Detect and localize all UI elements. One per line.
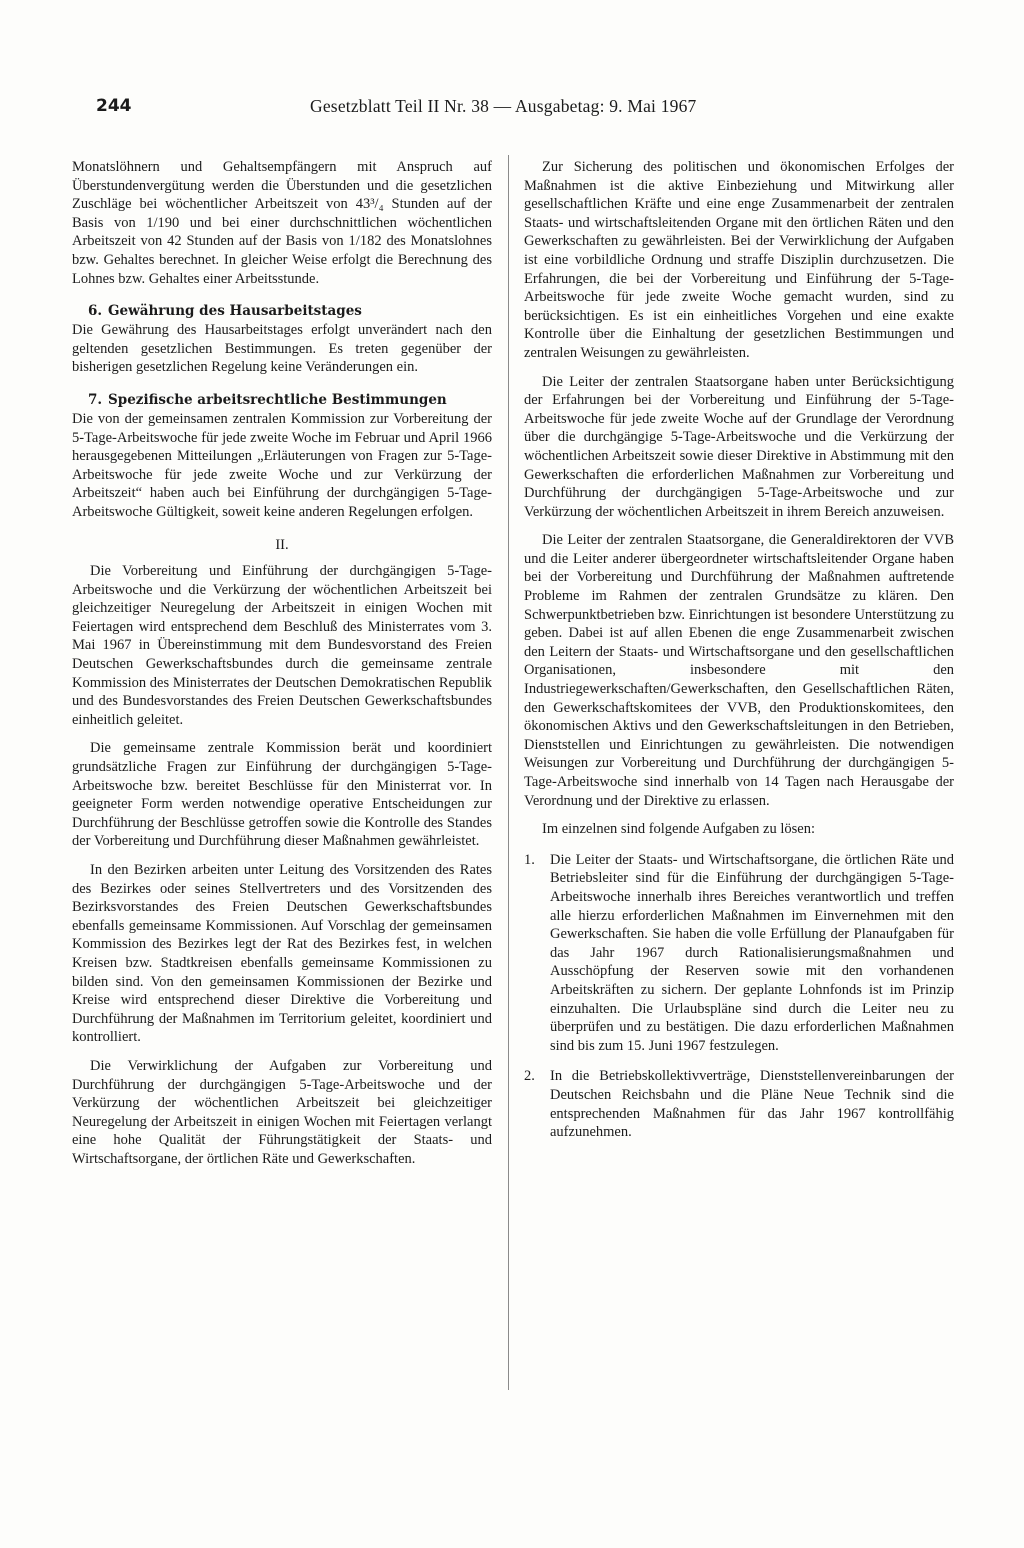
list-item-number: 1. bbox=[524, 851, 535, 868]
continued-paragraph: Monatslöhnern und Gehaltsempfängern mit Anspruch auf Überstundenvergütung werden die Überstunden und die gesetzlichen Zuschläge bei wöchentlicher Arbeitszeit von 43³/₄ Stunden auf der Basis von 1/190 und bei einer durchschnittlichen wöchentlichen Arbeitszeit von 42 Stunden auf der Basis von 1/182 des Monatslohnes bzw. Gehaltes berechnet. In gleicher Weise erfolgt die Berechnung des Lohnes bzw. Gehaltes einer Arbeitsstunde. bbox=[72, 159, 492, 287]
list-item bbox=[524, 1067, 954, 1141]
paragraph: Die Vorbereitung und Einführung der durchgängigen 5-Tage-Arbeitswoche und die Verkürzung der wöchentlichen Arbeitszeit bei gleichzeitiger Neuregelung der Arbeitszeit in einigen Wochen mit Feiertagen wird entsprechend dem Beschluß des Ministerrates vom 3. Mai 1967 in Übereinstimmung mit dem Bundesvorstand des Freien Deutschen Gewerkschaftsbundes durch die gemeinsame zentrale Kommission des Ministerrates der Deutschen Demokratischen Republik und des Bundesvorstandes des Freien Deutschen Gewerkschaftsbundes einheitlich geleitet. bbox=[72, 563, 492, 728]
part-heading-ii: II. bbox=[275, 536, 289, 553]
list-item bbox=[524, 851, 954, 1056]
section-6 bbox=[72, 302, 492, 377]
page-header bbox=[96, 96, 736, 126]
page-number: 244 bbox=[96, 96, 132, 116]
section-7-text: Die von der gemeinsamen zentralen Kommission zur Vorbereitung der 5-Tage-Arbeitswoche für jede zweite Woche im Februar und April 1966 herausgegebenen Mitteilungen „Erläuterungen von Fragen zur 5-Tage-Arbeitswoche für jede zweite Woche und zur Verkürzung der Arbeitszeit“ haben auch bei Einführung der durchgängigen 5-Tage-Arbeitswoche Gültigkeit, soweit keine anderen Regelungen erfolgen. bbox=[72, 410, 492, 520]
list-item-number: 2. bbox=[524, 1068, 535, 1085]
paragraph: In den Bezirken arbeiten unter Leitung des Vorsitzenden des Rates des Bezirkes oder seines Stellvertreters und des Vorsitzenden des Bezirksvorstandes des Freien Deutschen Gewerkschaftsbundes ebenfalls gemeinsame Kommissionen. Auf Vorschlag der gemeinsamen Kommission des Bezirkes legt der Rat des Bezirkes fest, in welchen Kreisen bzw. Stadtkreisen ebenfalls gemeinsame Kommissionen zu bilden sind. Von den gemeinsamen Kommissionen der Bezirke und Kreise wird entsprechend dieser Direktive die Vorbereitung und Durchführung der Maßnahmen im Territorium geleitet, koordiniert und kontrolliert. bbox=[72, 862, 492, 1046]
list-item-text: In die Betriebskollektivverträge, Dienststellenvereinbarungen der Deutschen Reichsbahn und die Pläne Neue Technik sind die entsprechenden Maßnahmen für das Jahr 1967 kontrollfähig aufzunehmen. bbox=[550, 1068, 954, 1141]
section-7-title: Spezifische arbeitsrechtliche Bestimmungen bbox=[108, 391, 447, 408]
left-column bbox=[72, 158, 492, 1169]
paragraph: Die Leiter der zentralen Staatsorgane, die Generaldirektoren der VVB und die Leiter anderer übergeordneter wirtschaftsleitender Organe haben bei der Vorbereitung und Durchführung der Maßnahmen auftretende Probleme im Rahmen der zentralen Grundsätze zu klären. Den Schwerpunktbetrieben bzw. Einrichtungen ist besondere Unterstützung zu geben. Dabei ist auf allen Ebenen die enge Zusammenarbeit zwischen den Leitern der Staats- und Wirtschaftsorgane und den gesellschaftlichen Organisationen, insbesondere mit den Industriegewerkschaften/Gewerkschaften, den Gesellschaftlichen Räten, den Gewerkschaftskomitees der VVB, den Produktionskomitees, den ökonomischen Aktivs und den Gewerkschaftsleitungen in den Betrieben, Dienststellen und Einrichtungen zu gewährleisten. Die notwendigen Weisungen zur Vorbereitung und Durchführung der durchgängigen 5-Tage-Arbeitswoche sind innerhalb von 14 Tagen nach Herausgabe der Verordnung und der Direktive zu erlassen. bbox=[524, 532, 954, 809]
column-divider bbox=[508, 155, 509, 1390]
paragraph: Im einzelnen sind folgende Aufgaben zu lösen: bbox=[542, 821, 816, 838]
section-6-title: Gewährung des Hausarbeitstages bbox=[108, 303, 362, 320]
section-7-number: 7. bbox=[88, 391, 103, 408]
list-item-text: Die Leiter der Staats- und Wirtschaftsorgane, die örtlichen Räte und Betriebsleiter sind für die Einführung der durchgängigen 5-Tage-Arbeitswoche innerhalb ihres Bereiches verantwortlich und treffen alle hierzu erforderlichen Maßnahmen im Einvernehmen mit den Gewerkschaften. Sie haben die volle Erfüllung der Planaufgaben für das Jahr 1967 durch Rationalisierungsmaßnahmen und Ausschöpfung der Reserven sowie mit den vorhandenen Arbeitskräften zu sichern. Der geplante Lohnfonds ist im Prinzip einzuhalten. Die Urlaubspläne sind durch die Leiter neu zu überprüfen und zu bestätigen. Die dazu erforderlichen Maßnahmen sind bis zum 15. Juni 1967 festzulegen. bbox=[550, 851, 954, 1054]
journal-title: Gesetzblatt Teil II Nr. 38 — Ausgabetag: 9. Mai 1967 bbox=[310, 96, 697, 116]
section-7-heading bbox=[72, 391, 492, 410]
paragraph: Die Verwirklichung der Aufgaben zur Vorbereitung und Durchführung der durchgängigen 5-Tage-Arbeitswoche und der Verkürzung der wöchentlichen Arbeitszeit bei gleichzeitiger Neuregelung der Arbeitszeit in einigen Wochen mit Feiertagen verlangt eine hohe Qualität der Führungstätigkeit der Staats- und Wirtschaftsorgane, der örtlichen Räte und Gewerkschaften. bbox=[72, 1057, 492, 1167]
paragraph: Die gemeinsame zentrale Kommission berät und koordiniert grundsätzliche Fragen zur Einführung der durchgängigen 5-Tage-Arbeitswoche bzw. bereitet Beschlüsse für den Ministerrat vor. In geeigneter Form werden notwendige operative Entscheidungen zur Durchführung der Beschlüsse getroffen sowie die Kontrolle des Standes der Vorbereitung und Durchführung dieser Maßnahmen gewährleistet. bbox=[72, 740, 492, 850]
paragraph: Zur Sicherung des politischen und ökonomischen Erfolges der Maßnahmen ist die aktive Einbeziehung und Mitwirkung aller gesellschaftlichen Kräfte und eine enge Zusammenarbeit der zentralen Staats- und wirtschaftsleitenden Organe mit den örtlichen Räten und den Gewerkschaften zu gewährleisten. Bei der Verwirklichung der Aufgaben ist eine vorbildliche Ordnung und straffe Disziplin durchzusetzen. Die Erfahrungen, die bei der Vorbereitung und Einführung der 5-Tage-Arbeitswoche für jede zweite Woche gemacht wurden, sind zu berücksichtigen. Es ist ein einheitliches Vorgehen und eine exakte Kontrolle über die Einhaltung der gesetzlichen Bestimmungen und zentralen Weisungen zu gewährleisten. bbox=[524, 159, 954, 361]
section-6-number: 6. bbox=[88, 303, 103, 320]
right-column bbox=[524, 158, 954, 1142]
section-6-heading bbox=[72, 302, 492, 321]
section-7 bbox=[72, 391, 492, 522]
paragraph: Die Leiter der zentralen Staatsorgane haben unter Berücksichtigung der Erfahrungen bei der Vorbereitung und Einführung der 5-Tage-Arbeitswoche für jede zweite Woche auf der Grundlage der Verordnung über die durchgängige 5-Tage-Arbeitswoche und die Verkürzung der wöchentlichen Arbeitszeit sowie dieser Direktive in Abstimmung mit den Gewerkschaften die erforderlichen Maßnahmen zur Vorbereitung und Durchführung der durchgängigen 5-Tage-Arbeitswoche und zur Verkürzung der wöchentlichen Arbeitszeit in ihrem Bereich anzuweisen. bbox=[524, 373, 954, 520]
section-6-text: Die Gewährung des Hausarbeitstages erfolgt unverändert nach den geltenden gesetzlichen Bestimmungen. Es treten gegenüber der bisherigen gesetzlichen Regelung keine Veränderungen ein. bbox=[72, 322, 492, 376]
